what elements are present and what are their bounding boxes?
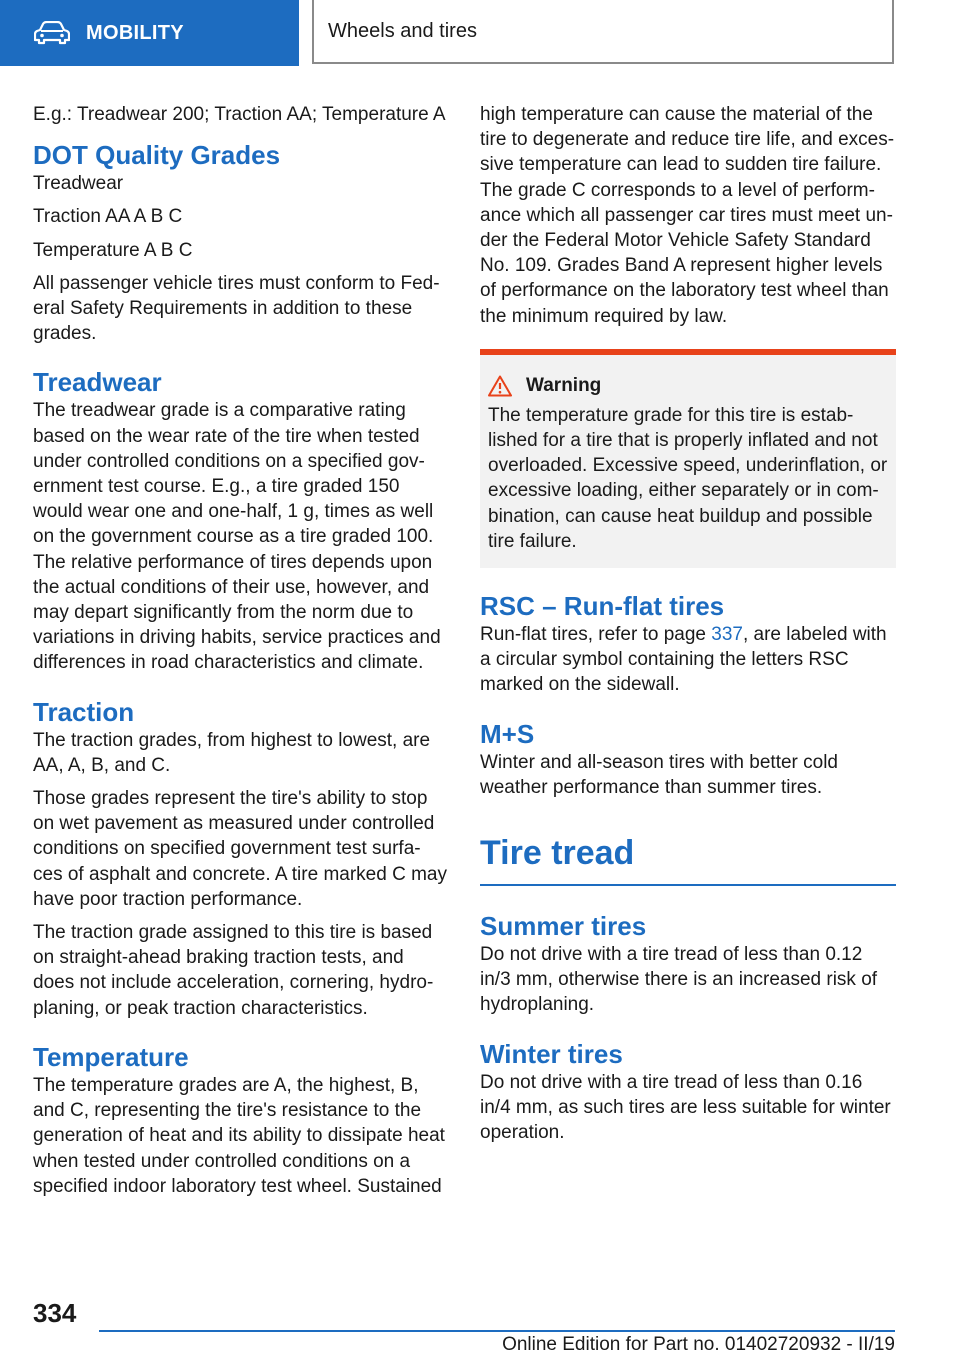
rsc-text-after: , are labeled with a circular symbol containing the letters RSC marked on the sidewall. xyxy=(480,624,887,696)
warning-body: The temperature grade for this tire is estab-lished for a tire that is properly inflated and not overloaded. Excessive speed, underinflation, or excessive loading, either separately or in com-bination, can cause heat buildup and possible tire failure. xyxy=(488,404,888,552)
treadwear-body: The treadwear grade is a comparative rating based on the wear rate of the tire when tested under controlled conditions on a specified gov-ernment test course. E.g., a tire graded 150 would wear one and one-half, 1 g, times as well on the government course as a tire graded 100. The relative performance of tires depends upon the actual conditions of their use, however, and may depart significantly from the norm due to variations in driving habits, service practices and differences in road characteristics and climate. xyxy=(33,400,441,674)
ms-heading: M+S xyxy=(480,718,535,749)
intro-text: E.g.: Treadwear 200; Traction AA; Temperature A xyxy=(33,104,446,125)
left-column xyxy=(33,102,449,1207)
winter-tires-heading: Winter tires xyxy=(480,1038,623,1069)
rsc-heading: RSC – Run-flat tires xyxy=(480,591,725,622)
right-column xyxy=(480,102,896,1153)
traction-paragraph-2: Those grades represent the tire's ability to stop on wet pavement as measured under controlled conditions on specified government test surfa-ces of asphalt and concrete. A tire marked C may have poor traction performance. xyxy=(33,788,447,910)
temperature-body: The temperature grades are A, the highest, B, and C, representing the tire's resistance to the generation of heat and its ability to dissipate heat when tested under controlled conditions on a specified indoor laboratory test wheel. Sustained xyxy=(33,1074,445,1197)
chapter-header xyxy=(312,0,894,64)
dot-body: All passenger vehicle tires must conform to Fed-eral Safety Requirements in addition to these grades. xyxy=(33,272,440,345)
dot-line-temperature: Temperature A B C xyxy=(33,239,193,261)
dot-line-traction: Traction AA A B C xyxy=(33,206,183,228)
tire-tread-heading: Tire tread xyxy=(480,830,896,886)
traction-paragraph-1: The traction grades, from highest to lowest, are AA, A, B, and C. xyxy=(33,729,431,776)
warning-title: Warning xyxy=(526,374,602,396)
warning-box xyxy=(480,349,896,568)
footer-divider xyxy=(99,1330,895,1332)
section-title: MOBILITY xyxy=(86,21,184,44)
temperature-heading: Temperature xyxy=(33,1041,189,1072)
dot-line-treadwear: Treadwear xyxy=(33,173,124,195)
winter-tires-body: Do not drive with a tire tread of less than 0.16 in/4 mm, as such tires are less suitable for winter operation. xyxy=(480,1071,891,1144)
treadwear-heading: Treadwear xyxy=(33,367,162,398)
dot-heading: DOT Quality Grades xyxy=(33,140,281,171)
car-icon xyxy=(34,21,70,45)
warning-title-row xyxy=(488,375,888,397)
chapter-title: Wheels and tires xyxy=(328,19,477,42)
rsc-text-before: Run-flat tires, refer to page xyxy=(480,624,712,646)
edition-text: Online Edition for Part no. 01402720932 - II/19 xyxy=(502,1334,895,1355)
ms-body: Winter and all-season tires with better cold weather performance than summer tires. xyxy=(480,751,838,798)
page-number: 334 xyxy=(33,1298,77,1328)
warning-triangle-icon xyxy=(488,375,512,397)
summer-tires-heading: Summer tires xyxy=(480,911,647,942)
temperature-continued: high temperature can cause the material of the tire to degenerate and reduce tire life, and exces-sive temperature can lead to sudden tire failure. The grade C corresponds to a level of perform-ance which all passenger car tires must meet un-der the Federal Motor Vehicle Safety Standard No. 109. Grades Band A represent higher levels of performance on the laboratory test wheel than the minimum required by law. xyxy=(480,104,895,327)
traction-paragraph-3: The traction grade assigned to this tire is based on straight-ahead braking traction tests, and does not include acceleration, cornering, hydro-planing, or peak traction characteristics. xyxy=(33,922,434,1019)
traction-heading: Traction xyxy=(33,696,135,727)
page-link-337[interactable]: 337 xyxy=(711,624,743,646)
rsc-body xyxy=(480,622,896,698)
section-tab[interactable] xyxy=(0,0,299,66)
summer-tires-body: Do not drive with a tire tread of less than 0.12 in/3 mm, otherwise there is an increased risk of hydroplaning. xyxy=(480,944,878,1016)
